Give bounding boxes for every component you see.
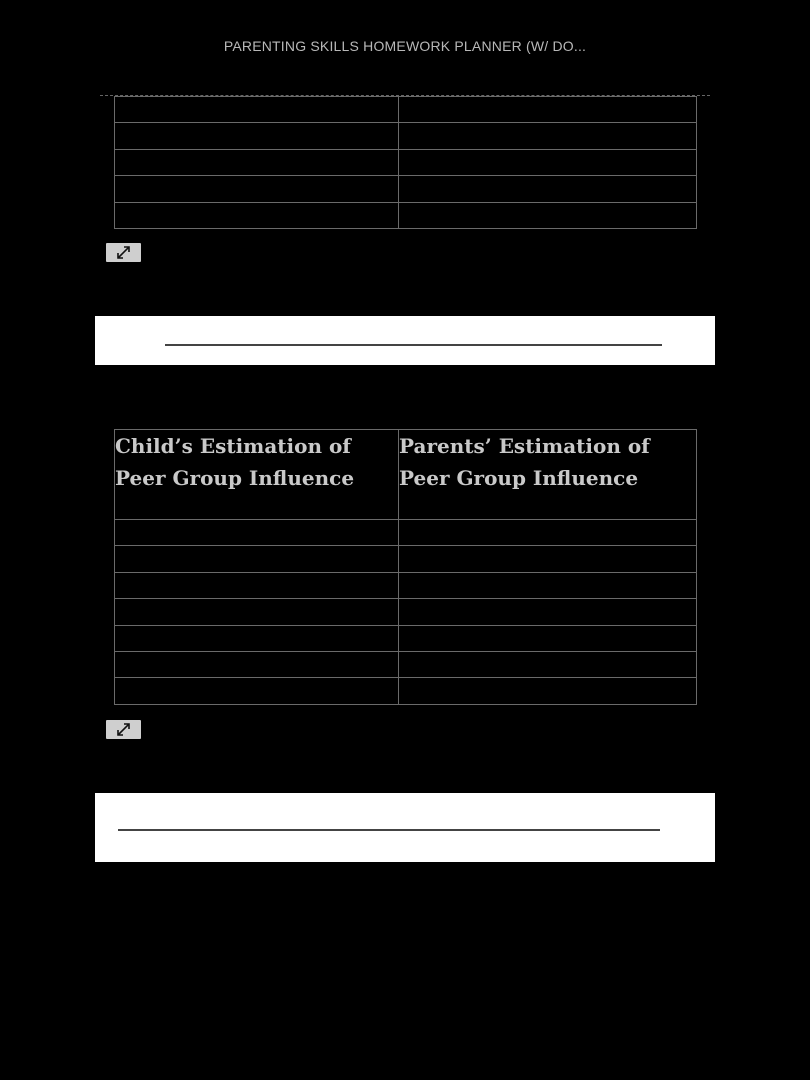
table-row: [115, 572, 697, 598]
peer-influence-table: [114, 429, 697, 705]
blank-table-top: [114, 96, 697, 229]
table-row: [115, 176, 697, 202]
table-cell: [399, 97, 697, 123]
table-cell: [399, 202, 697, 228]
table-row: [115, 123, 697, 149]
table-cell: [115, 176, 399, 202]
table-cell: [399, 651, 697, 677]
table-cell: [399, 149, 697, 175]
table-row: [115, 520, 697, 546]
column-header-parents: Parents’ Estimation of Peer Group Influence: [399, 430, 697, 520]
column-header-child: Child’s Estimation of Peer Group Influence: [115, 430, 399, 520]
table-cell: [399, 176, 697, 202]
table-cell: [115, 599, 399, 625]
expand-table-button[interactable]: [106, 720, 141, 739]
table-row: [115, 678, 697, 704]
expand-icon: [106, 243, 141, 262]
table-cell: [399, 599, 697, 625]
table-cell: [399, 678, 697, 704]
expand-icon: [106, 720, 141, 739]
table-header-row: [115, 430, 697, 520]
table-row: [115, 97, 697, 123]
expand-table-button[interactable]: [106, 243, 141, 262]
table-cell: [399, 625, 697, 651]
table-cell: [399, 520, 697, 546]
table-row: [115, 625, 697, 651]
table-cell: [115, 97, 399, 123]
table-cell: [399, 572, 697, 598]
table-cell: [399, 123, 697, 149]
table-cell: [115, 149, 399, 175]
table-row: [115, 546, 697, 572]
table-row: [115, 149, 697, 175]
table-row: [115, 202, 697, 228]
table-cell: [399, 546, 697, 572]
table-cell: [115, 572, 399, 598]
table-cell: [115, 651, 399, 677]
table-row: [115, 651, 697, 677]
writing-line: [165, 344, 662, 346]
table-cell: [115, 546, 399, 572]
page-title: PARENTING SKILLS HOMEWORK PLANNER (W/ DO...: [223, 38, 587, 54]
table-cell: [115, 123, 399, 149]
writing-line: [118, 829, 660, 831]
writing-panel: [95, 793, 715, 862]
table-cell: [115, 678, 399, 704]
table-cell: [115, 202, 399, 228]
table-cell: [115, 520, 399, 546]
writing-panel: [95, 316, 715, 365]
table-cell: [115, 625, 399, 651]
table-row: [115, 599, 697, 625]
